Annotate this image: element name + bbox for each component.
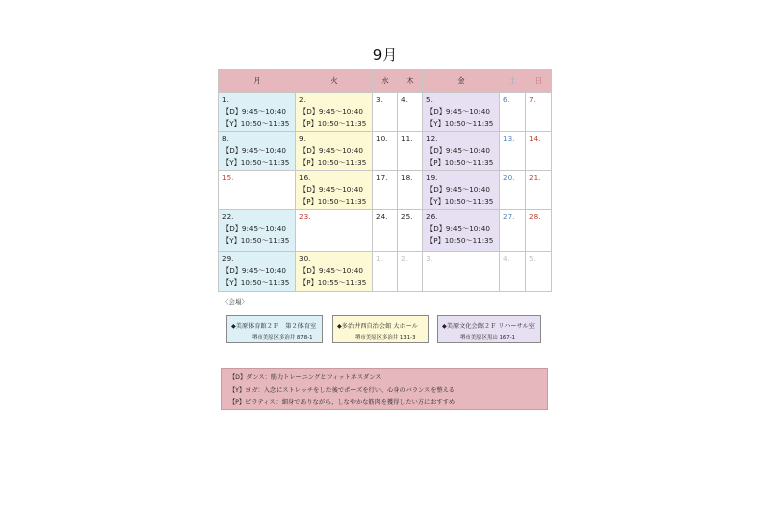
calendar-cell [500, 210, 526, 252]
day-number: 1. [376, 254, 383, 263]
day-number: 2. [401, 254, 408, 263]
day-number: 11. [401, 134, 413, 143]
day-number: 20. [503, 173, 515, 182]
calendar-cell [398, 132, 423, 171]
class-time: 【P】10:55～11:35 [299, 278, 367, 287]
class-time: 【D】9:45～10:40 [299, 107, 363, 116]
class-time: 【D】9:45～10:40 [222, 107, 286, 116]
calendar-cell [373, 210, 398, 252]
class-time: 【Y】10:50～11:35 [222, 119, 290, 128]
venue-box [226, 315, 323, 343]
venue-address: 堺市美原区多治井 131-3 [355, 335, 416, 341]
header-fri: 金 [423, 70, 500, 93]
calendar-cell [398, 210, 423, 252]
calendar-cell [500, 132, 526, 171]
venue-address: 堺市美原区黒山 167-1 [460, 335, 516, 341]
calendar-cell [373, 93, 398, 132]
day-number: 2. [299, 95, 306, 104]
day-number: 7. [529, 95, 536, 104]
class-time: 【P】10:50～11:35 [426, 158, 494, 167]
calendar-cell [500, 93, 526, 132]
day-number: 19. [426, 173, 438, 182]
day-number: 26. [426, 212, 438, 221]
day-number: 29. [222, 254, 234, 263]
day-number: 3. [426, 254, 433, 263]
page-title: 9月 [372, 46, 398, 64]
class-time: 【P】10:50～11:35 [299, 158, 367, 167]
calendar-cell [296, 171, 373, 210]
calendar-cell [423, 252, 500, 292]
class-time: 【Y】10:50～11:35 [222, 158, 290, 167]
day-number: 17. [376, 173, 388, 182]
calendar-cell [373, 132, 398, 171]
calendar-cell [296, 252, 373, 292]
header-sun: 日 [526, 70, 552, 93]
class-time: 【Y】10:50～11:35 [222, 278, 290, 287]
day-number: 4. [401, 95, 408, 104]
calendar-cell [398, 252, 423, 292]
day-number: 4. [503, 254, 510, 263]
day-number: 21. [529, 173, 541, 182]
class-time: 【P】10:50～11:35 [299, 119, 367, 128]
class-time: 【D】9:45～10:40 [299, 266, 363, 275]
class-time: 【D】9:45～10:40 [222, 224, 286, 233]
class-time: 【Y】10:50～11:35 [426, 119, 494, 128]
calendar-cell [526, 210, 552, 252]
calendar-cell [296, 132, 373, 171]
day-number: 22. [222, 212, 234, 221]
legend-pilates: 【P】ピラティス：細身でありながら、しなやかな筋肉を獲得したい方におすすめ [229, 399, 456, 406]
day-number: 18. [401, 173, 413, 182]
calendar-cell [526, 171, 552, 210]
calendar-cell [500, 171, 526, 210]
calendar-cell [296, 93, 373, 132]
day-number: 10. [376, 134, 388, 143]
calendar-cell [373, 171, 398, 210]
day-number: 27. [503, 212, 515, 221]
venue-address: 堺市美原区多治井 878-1 [252, 335, 313, 341]
header-wed: 水 [373, 70, 398, 93]
calendar-cell [423, 171, 500, 210]
calendar-cell [526, 132, 552, 171]
venue-name: ◆美原体育館２Ｆ 第２体育室 [231, 323, 317, 330]
day-number: 25. [401, 212, 413, 221]
day-number: 8. [222, 134, 229, 143]
calendar-cell [423, 93, 500, 132]
day-number: 23. [299, 212, 311, 221]
day-number: 16. [299, 173, 311, 182]
class-legend [221, 368, 548, 410]
calendar-cell [373, 252, 398, 292]
calendar-cell [219, 210, 296, 252]
class-time: 【P】10:50～11:35 [299, 197, 367, 206]
calendar-cell [219, 171, 296, 210]
calendar-cell [423, 210, 500, 252]
calendar-cell [500, 252, 526, 292]
day-number: 24. [376, 212, 388, 221]
class-time: 【D】9:45～10:40 [299, 146, 363, 155]
class-time: 【D】9:45～10:40 [426, 224, 490, 233]
day-number: 12. [426, 134, 438, 143]
venue-box [332, 315, 429, 343]
calendar-cell [219, 93, 296, 132]
day-number: 14. [529, 134, 541, 143]
day-number: 9. [299, 134, 306, 143]
calendar-cell [423, 132, 500, 171]
calendar-cell [219, 132, 296, 171]
legend-yoga: 【Y】ヨガ：入念にストレッチをした後でポーズを行い、心身のバランスを整える [229, 386, 455, 394]
calendar-cell [398, 93, 423, 132]
header-mon: 月 [219, 70, 296, 93]
class-time: 【D】9:45～10:40 [222, 146, 286, 155]
day-number: 28. [529, 212, 541, 221]
venue-name: ◆美原文化会館２Ｆ リハーサル室 [442, 323, 535, 330]
class-time: 【Y】10:50～11:35 [426, 197, 494, 206]
header-tue: 火 [296, 70, 373, 93]
venue-name: ◆多治井西自治会館 大ホール [337, 323, 418, 330]
legend-dance: 【D】ダンス：筋力トレーニングとフィットネスダンス [229, 374, 382, 381]
class-time: 【D】9:45～10:40 [426, 107, 490, 116]
day-number: 1. [222, 95, 229, 104]
calendar-cell [219, 252, 296, 292]
class-time: 【D】9:45～10:40 [426, 146, 490, 155]
venue-section-label: 〈会場〉 [222, 298, 248, 306]
venue-box [437, 315, 541, 343]
day-number: 30. [299, 254, 311, 263]
calendar-cell [526, 93, 552, 132]
class-time: 【D】9:45～10:40 [222, 266, 286, 275]
header-sat: 土 [500, 70, 526, 93]
day-number: 5. [529, 254, 536, 263]
class-time: 【D】9:45～10:40 [299, 185, 363, 194]
calendar-table [218, 69, 552, 292]
class-time: 【P】10:50～11:35 [426, 236, 494, 245]
calendar-cell [398, 171, 423, 210]
header-thu: 木 [398, 70, 423, 93]
class-time: 【Y】10:50～11:35 [222, 236, 290, 245]
calendar-cell [526, 252, 552, 292]
day-number: 5. [426, 95, 433, 104]
day-number: 15. [222, 173, 234, 182]
day-number: 3. [376, 95, 383, 104]
day-number: 13. [503, 134, 515, 143]
class-time: 【D】9:45～10:40 [426, 185, 490, 194]
day-number: 6. [503, 95, 510, 104]
calendar-cell [296, 210, 373, 252]
